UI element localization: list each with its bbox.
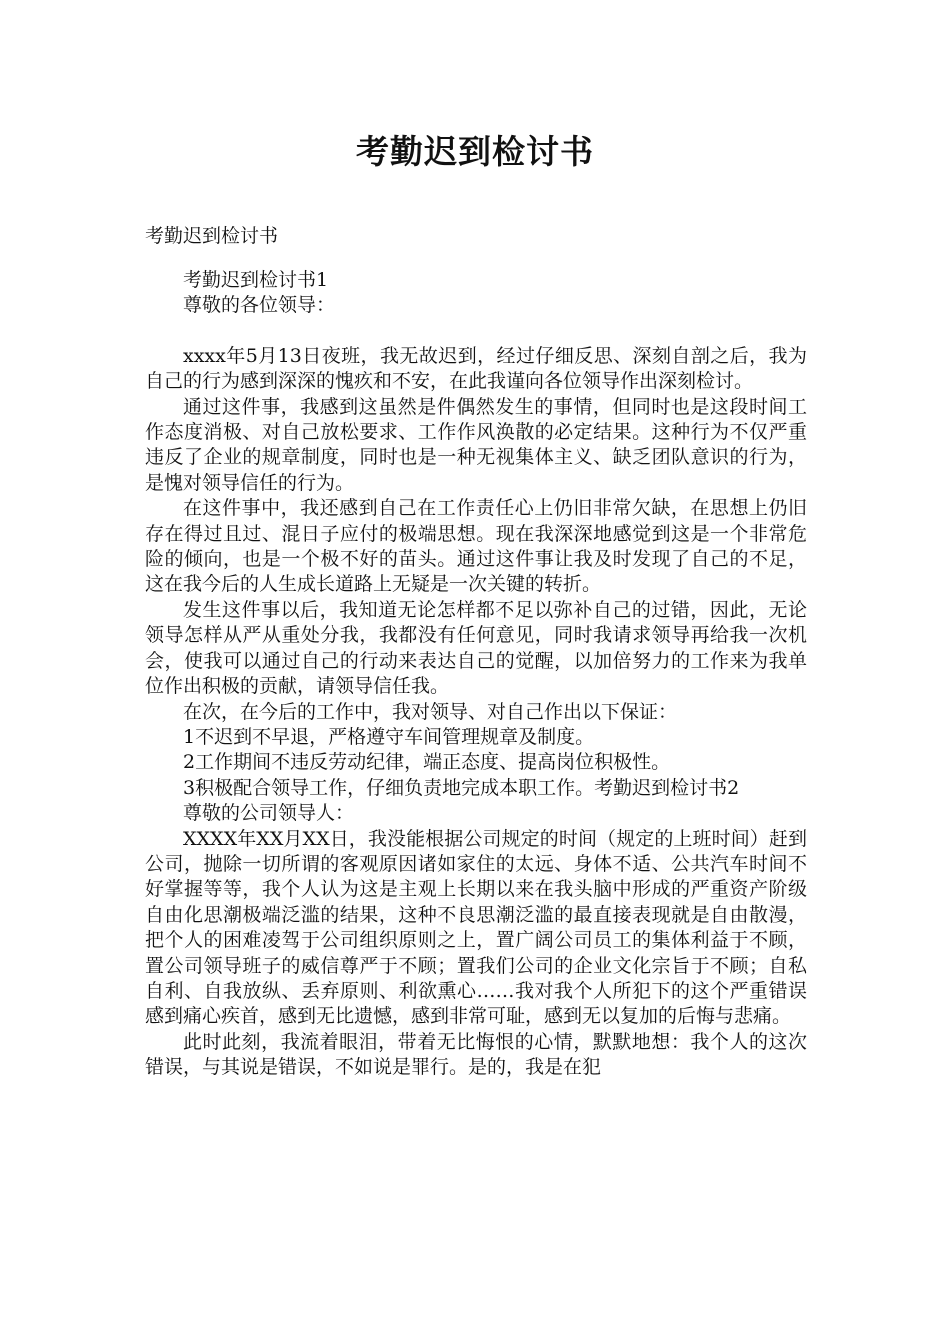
paragraph: 发生这件事以后，我知道无论怎样都不足以弥补自己的过错，因此，无论领导怎样从严从重处分我，我都没有任何意见，同时我请求领导再给我一次机会，使我可以通过自己的行动来表达自己的觉醒，以加倍努力的工作来为我单位作出积极的贡献，请领导信任我。 [145, 598, 807, 698]
document-body [145, 268, 807, 1081]
list-item: 3积极配合领导工作，仔细负责地完成本职工作。考勤迟到检讨书2 [183, 776, 740, 799]
section-heading: 考勤迟到检讨书1 [183, 269, 329, 291]
list-item: 1不迟到不早退，严格遵守车间管理规章及制度。 [183, 725, 595, 748]
paragraph: xxxx年5月13日夜班，我无故迟到，经过仔细反思、深刻自剖之后，我为自己的行为感到深深的愧疚和不安，在此我谨向各位领导作出深刻检讨。 [145, 344, 807, 393]
list-item: 2工作期间不违反劳动纪律，端正态度、提高岗位积极性。 [183, 751, 671, 774]
salutation: 尊敬的各位领导： [183, 294, 336, 317]
document-subtitle: 考勤迟到检讨书 [145, 225, 279, 247]
paragraph: 在这件事中，我还感到自己在工作责任心上仍旧非常欠缺，在思想上仍旧存在得过且过、混日子应付的极端思想。现在我深深地感觉到这是一个非常危险的倾向，也是一个极不好的苗头。通过这件事让我及时发现了自己的不足，这在我今后的人生成长道路上无疑是一次关键的转折。 [145, 497, 807, 596]
paragraph: 此时此刻，我流着眼泪，带着无比悔恨的心情，默默地想：我个人的这次错误，与其说是错误，不如说是罪行。是的，我是在犯 [145, 1030, 807, 1079]
paragraph: 在次，在今后的工作中，我对领导、对自己作出以下保证： [183, 700, 678, 723]
document-title: 考勤迟到检讨书 [356, 132, 594, 171]
paragraph: 通过这件事，我感到这虽然是件偶然发生的事情，但同时也是这段时间工作态度消极、对自己放松要求、工作作风涣散的必定结果。这种行为不仅严重违反了企业的规章制度，同时也是一种无视集体主义、缺乏团队意识的行为，是愧对领导信任的行为。 [145, 395, 807, 494]
paragraph: XXXX年XX月XX日，我没能根据公司规定的时间（规定的上班时间）赶到公司，抛除一切所谓的客观原因诸如家住的太远、身体不适、公共汽车时间不好掌握等等，我个人认为这是主观上长期以来在我头脑中形成的严重资产阶级自由化思潮极端泛滥的结果，这种不良思潮泛滥的最直接表现就是自由散漫，把个人的困难凌驾于公司组织原则之上，置广阔公司员工的集体利益于不顾，置公司领导班子的威信尊严于不顾；置我们公司的企业文化宗旨于不顾；自私自利、自我放纵、丢弃原则、利欲熏心……我对我个人所犯下的这个严重错误感到痛心疾首，感到无比遗憾，感到非常可耻，感到无以复加的后悔与悲痛。 [145, 827, 807, 1028]
salutation: 尊敬的公司领导人： [183, 802, 355, 825]
blank-line [145, 319, 807, 344]
